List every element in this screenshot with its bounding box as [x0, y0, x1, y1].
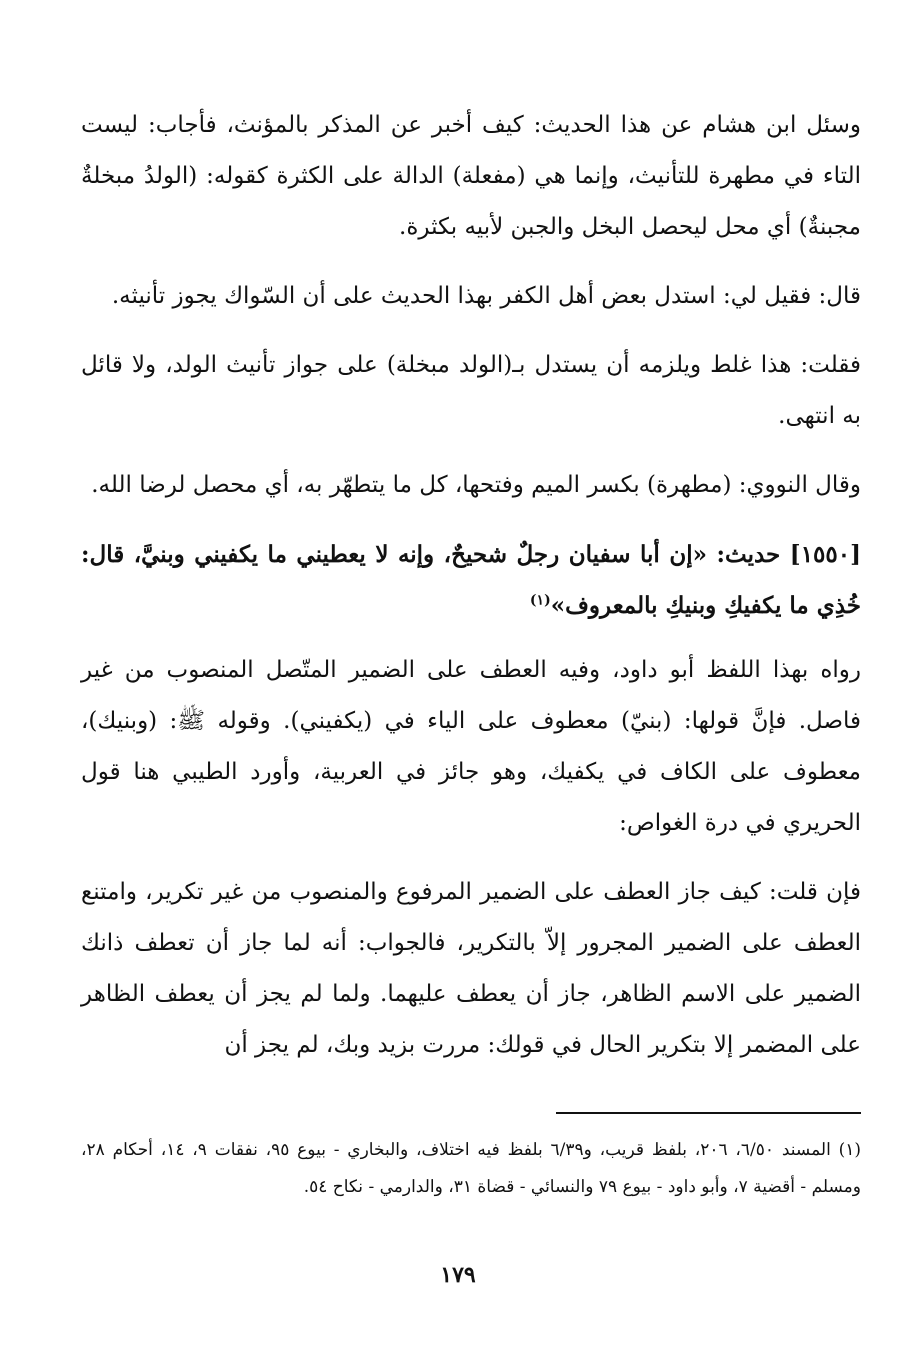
paragraph-abu-dawud: رواه بهذا اللفظ أبو داود، وفيه العطف على الضمير المتّصل المنصوب من غير فاصل. فإنَّ قولها: (بنيّ) معطوف على الياء في (يكفيني). وقوله ﷺ: (وبنيك)، معطوف على الكاف في يكفيك، وهو جائز في العربية، وأورد الطيبي هنا قول الحريري في درة الغواص: — [81, 657, 861, 836]
hadith-number: [١٥٥٠] — [789, 541, 861, 568]
footnote: (١) المسند ٦/٥٠، ٢٠٦، بلفظ قريب، و٦/٣٩ بلفظ فيه اختلاف، والبخاري - بيوع ٩٥، نفقات ٩، ١٤، أحكام ٢٨، ومسلم - أقضية ٧، وأبو داود - بيوع ٧٩ والنسائي - قضاة ٣١، والدارمي - نكاح ٥٤. — [81, 1140, 862, 1197]
hadith-text: «إن أبا سفيان رجلٌ شحيحٌ، وإنه لا يعطيني ما يكفيني وبنيَّ، قال: خُذِي ما يكفيكِ وبنيكِ بالمعروف» — [81, 541, 861, 619]
main-text — [81, 100, 861, 1089]
paragraph-ibn-hisham: وسئل ابن هشام عن هذا الحديث: كيف أخبر عن المذكر بالمؤنث، فأجاب: ليست التاء في مطهرة للتأنيث، وإنما هي (مفعلة) الدالة على الكثرة كقوله: (الولدُ مبخلةٌ مجبنةٌ) أي محل ليحصل البخل والجبن لأبيه بكثرة. — [81, 112, 861, 240]
page-number: ١٧٩ — [440, 1262, 476, 1288]
hadith-intro: حديث: — [716, 541, 781, 568]
footnote-divider — [556, 1112, 861, 1114]
paragraph-reply: فقلت: هذا غلط ويلزمه أن يستدل بـ(الولد مبخلة) على جواز تأنيث الولد، ولا قائل به انتهى. — [81, 352, 861, 429]
paragraph-question: فإن قلت: كيف جاز العطف على الضمير المرفوع والمنصوب من غير تكرير، وامتنع العطف على الضمير المجرور إلاّ بالتكرير، فالجواب: أنه لما جاز أن تعطف ذانك الضمير على الاسم الظاهر، جاز أن يعطف عليهما. ولما لم يجز أن يعطف الظاهر على المضمر إلا بتكرير الحال في قولك: مررت بزيد وبك، لم يجز أن — [81, 879, 861, 1058]
paragraph-siwak: قال: فقيل لي: استدل بعض أهل الكفر بهذا الحديث على أن السّواك يجوز تأنيثه. — [111, 283, 861, 309]
paragraph-nawawi: وقال النووي: (مطهرة) بكسر الميم وفتحها، كل ما يتطهّر به، أي محصل لرضا الله. — [91, 472, 861, 498]
footnote-ref[interactable]: (١) — [529, 592, 551, 609]
hadith-entry — [81, 529, 861, 631]
